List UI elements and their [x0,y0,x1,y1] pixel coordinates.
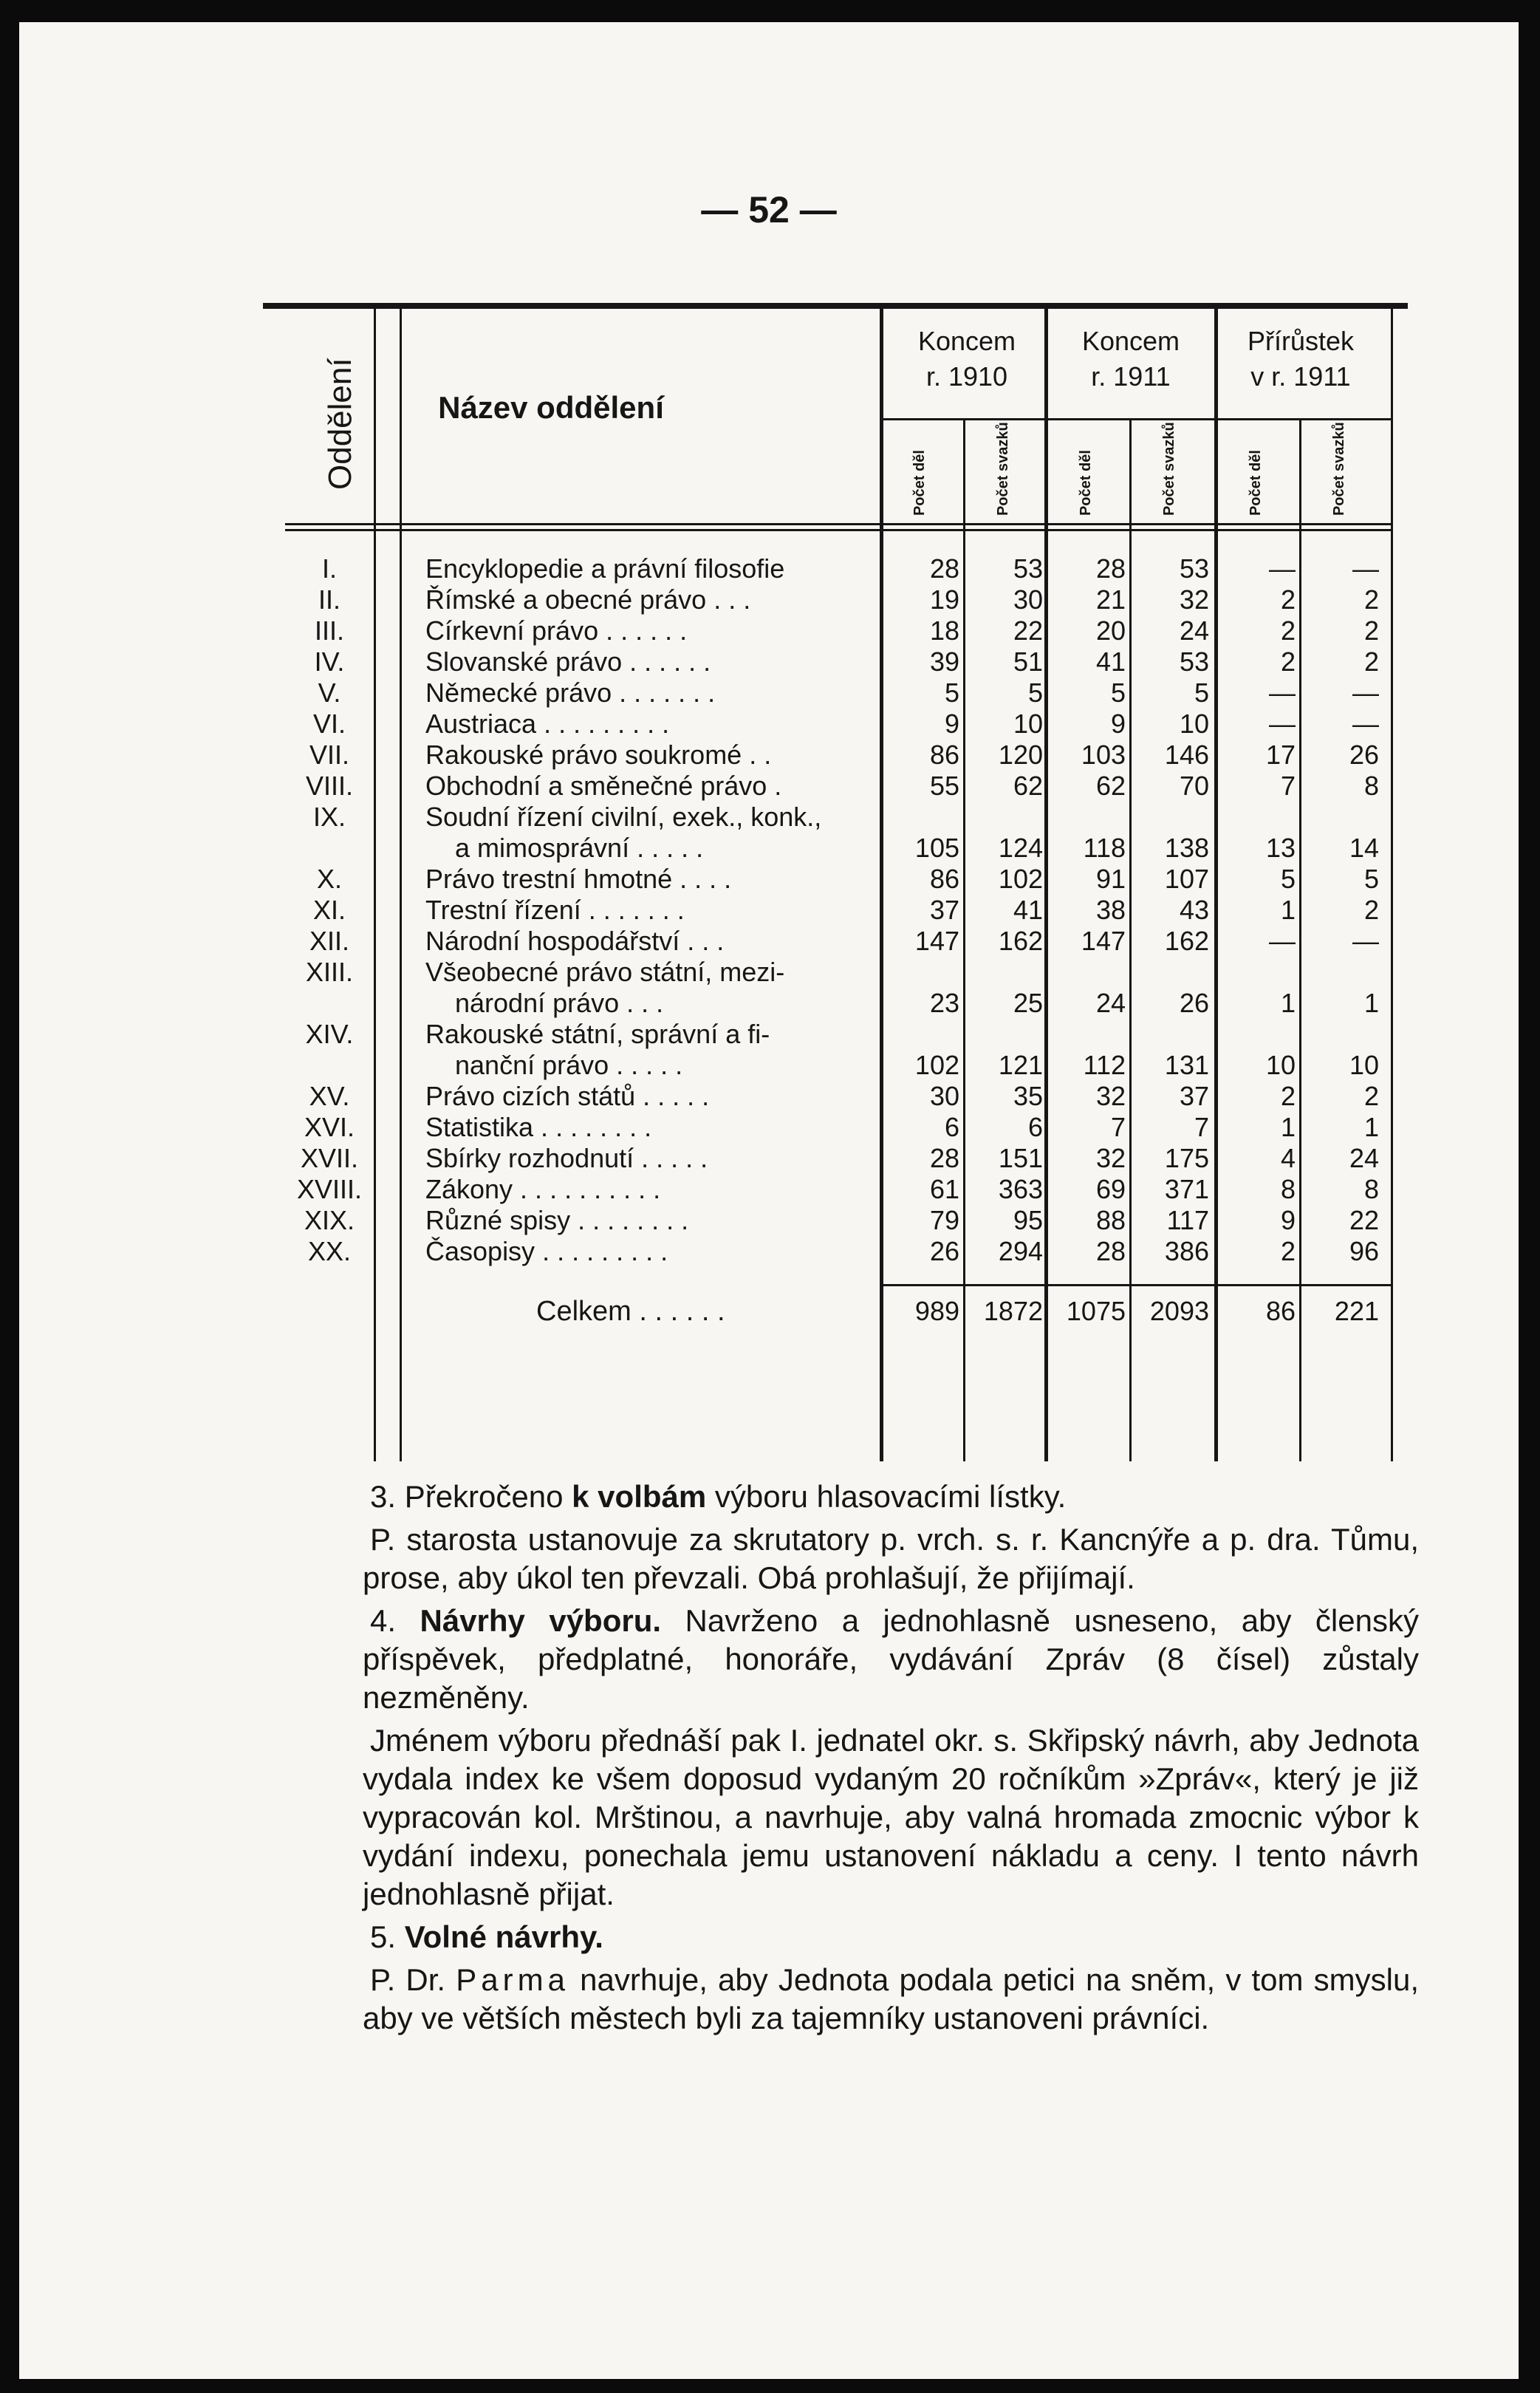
table-cell: 53 [1013,553,1043,584]
table-cell: 175 [1164,1143,1209,1173]
table-cell: 1 [1280,895,1296,925]
table-cell: 6 [944,1112,959,1142]
header-group-title: Koncem [1081,326,1180,356]
paragraph-starosta: P. starosta ustanovuje za skrutatory p. vrch. s. r. Kancnýře a p. dra. Tůmu, prose, aby úkol ten převzali. Obá prohlašují, že přijímají. [363,1522,1419,1595]
table-cell: 147 [1081,926,1126,956]
row-name: Statistika . . . . . . . . [425,1112,652,1142]
table-cell: 24 [1095,988,1126,1018]
row-roman-numeral: XVII. [300,1143,359,1173]
table-cell: 88 [1095,1205,1126,1235]
table-cell: 2 [1280,1236,1296,1266]
table-cell: 151 [998,1143,1043,1173]
table-cell: 70 [1179,771,1209,801]
row-values [285,553,1393,585]
table-cell: 5 [944,677,959,708]
table-cell: 28 [929,1143,959,1173]
row-roman-numeral: VI. [312,709,346,739]
paragraph-5 [363,1918,1419,1956]
table-cell: 22 [1013,615,1043,646]
paragraph-text: navrhuje, aby Jednota podala petici na sněm, v tom smyslu, aby ve větších městech byli za tajemníky ustanoveni právníci. [363,1962,1420,2035]
row-name: Římské a obecné právo . . . [425,584,751,615]
row-name: Církevní právo . . . . . . [425,615,688,646]
row-name: Německé právo . . . . . . . [425,677,716,708]
row-values [285,739,1393,771]
table-cell: 43 [1179,895,1209,925]
header-oddeleni: Oddělení [322,358,358,490]
table-cell: 2 [1280,615,1296,646]
document-page [19,22,1519,2379]
header-group-sub: r. 1910 [925,361,1008,392]
row-values [285,1111,1393,1144]
header-group-1911 [1046,324,1216,395]
table-cell: 117 [1166,1205,1209,1235]
table-cell: 25 [1013,988,1043,1018]
table-cell: 19 [929,584,959,615]
table-cell: 112 [1083,1050,1126,1080]
row-roman-numeral: XIX. [304,1205,355,1235]
row-values [285,925,1393,957]
subheader-pocet-svazku [965,420,1047,530]
row-name: Austriaca . . . . . . . . . [425,709,670,739]
row-name: Obchodní a směnečné právo . [425,771,782,801]
table-cell: 1 [1363,1112,1379,1142]
row-roman-numeral: VIII. [305,771,354,801]
table-cell: 24 [1349,1143,1379,1173]
subheader-label: Počet děl [1248,450,1264,516]
table-cell: 1 [1280,1112,1296,1142]
table-cell: 7 [1280,771,1296,801]
table-cell: 10 [1349,1050,1379,1080]
table-cell: 386 [1164,1236,1209,1266]
table-cell: 86 [929,740,959,770]
row-name: Encyklopedie a právní filosofie [425,553,785,584]
bold-phrase: k volbám [572,1479,707,1514]
table-cell: 102 [998,864,1043,894]
row-values [285,1142,1393,1175]
table-cell: 162 [1164,926,1209,956]
spaced-name: Parma [456,1962,569,1997]
header-group-title: Přírůstek [1247,326,1355,356]
row-name-continuation: a mimosprávní . . . . . [455,833,704,863]
row-name: Rakouské státní, správní a fi- [425,1019,770,1049]
table-cell: 37 [1179,1081,1209,1111]
table-cell: 124 [998,833,1043,863]
table-cell: 8 [1363,1174,1379,1204]
table-cell: 9 [1280,1205,1296,1235]
row-values [285,832,1393,864]
row-roman-numeral: V. [318,677,341,708]
row-name: Právo trestní hmotné . . . . [425,864,732,894]
table-cell: 138 [1164,833,1209,863]
table-cell: 103 [1081,740,1126,770]
row-name: Soudní řízení civilní, exek., konk., [425,802,822,832]
total-cell: 2093 [1149,1296,1209,1326]
table-cell: 1 [1280,988,1296,1018]
table-cell: 146 [1164,740,1209,770]
table-top-rule [263,303,1408,309]
table-cell: 32 [1095,1143,1126,1173]
table-row [285,956,1393,989]
table-cell: 61 [929,1174,959,1204]
table-cell: — [1269,553,1296,584]
table-row [285,1018,1393,1051]
row-values [285,584,1393,616]
table-cell: — [1352,677,1379,708]
table-cell: 121 [998,1050,1043,1080]
header-group-1910 [882,324,1052,395]
page-number: — 52 — [701,189,837,231]
row-roman-numeral: XVIII. [296,1174,363,1204]
row-name-continuation: národní právo . . . [455,988,664,1018]
table-cell: 294 [998,1236,1043,1266]
row-name: Národní hospodářství . . . [425,926,725,956]
table-cell: 5 [1194,677,1209,708]
table-cell: 102 [914,1050,959,1080]
row-name: Slovanské právo . . . . . . [425,646,711,677]
table-cell: 10 [1013,709,1043,739]
table-cell: 13 [1265,833,1296,863]
table-cell: 371 [1164,1174,1209,1204]
total-cell: 221 [1334,1296,1379,1326]
table-cell: 41 [1095,646,1126,677]
total-cell: 86 [1265,1296,1296,1326]
table-cell: 30 [1013,584,1043,615]
table-cell: 6 [1027,1112,1043,1142]
total-cell: 1075 [1066,1296,1126,1326]
paragraph-text: P. Dr. [370,1962,446,1997]
row-values [285,615,1393,647]
table-cell: 107 [1164,864,1209,894]
table-cell: 2 [1363,615,1379,646]
item-number: 5. [370,1919,397,1954]
row-values [285,677,1393,709]
table-cell: — [1269,677,1296,708]
table-cell: 55 [929,771,959,801]
table-row [285,801,1393,833]
minutes-text [363,1478,1419,2042]
table-cell: 2 [1363,895,1379,925]
item-number: 4. [370,1603,397,1638]
table-cell: 363 [998,1174,1043,1204]
table-cell: 23 [929,988,959,1018]
row-roman-numeral: XIV. [305,1019,354,1049]
table-cell: 131 [1164,1050,1209,1080]
row-roman-numeral: XX. [307,1236,352,1266]
row-values [285,894,1393,926]
table-cell: 5 [1110,677,1126,708]
row-name: Všeobecné právo státní, mezi- [425,957,785,987]
table-cell: 5 [1027,677,1043,708]
table-cell: 95 [1013,1205,1043,1235]
row-name: Sbírky rozhodnutí . . . . . [425,1143,708,1173]
row-values [285,708,1393,740]
header-nazev: Název oddělení [438,390,664,425]
total-label: Celkem . . . . . . [536,1296,725,1327]
table-cell: 26 [1179,988,1209,1018]
table-cell: 105 [914,833,959,863]
total-cell: 989 [914,1296,959,1326]
table-cell: 9 [1110,709,1126,739]
header-group-sub: r. 1911 [1091,361,1171,392]
total-rule [882,1284,1393,1286]
table-cell: 14 [1349,833,1379,863]
row-roman-numeral: IV. [314,646,345,677]
section-heading: Volné návrhy. [404,1919,603,1954]
table-cell: 39 [929,646,959,677]
row-name-continuation: nanční právo . . . . . [455,1050,683,1080]
paragraph-text: výboru hlasovacími lístky. [714,1479,1067,1514]
table-cell: 26 [929,1236,959,1266]
table-cell: 1 [1363,988,1379,1018]
table-cell: 41 [1013,895,1043,925]
table-cell: 37 [929,895,959,925]
subheader-pocet-del [1048,420,1129,530]
subheader-label: Počet svazků [1331,422,1347,516]
table-cell: 10 [1265,1050,1296,1080]
subheader-label: Počet svazků [1161,422,1177,516]
library-table [285,309,1393,1461]
table-cell: 22 [1349,1205,1379,1235]
table-cell: 5 [1363,864,1379,894]
subheader-pocet-del [1218,420,1299,530]
table-cell: 21 [1095,584,1126,615]
row-values [285,1049,1393,1082]
total-cell: 1872 [983,1296,1043,1326]
header-group-sub: v r. 1911 [1250,361,1351,392]
table-cell: — [1269,926,1296,956]
row-name: Právo cizích států . . . . . [425,1081,710,1111]
paragraph-parma [363,1961,1419,2038]
header-group-prirustek [1216,324,1386,395]
row-roman-numeral: X. [316,864,342,894]
subheader-pocet-del [882,420,963,530]
item-number: 3. Překročeno [370,1479,564,1514]
row-roman-numeral: XV. [309,1081,350,1111]
subheader-label: Počet svazků [995,422,1011,516]
table-cell: 7 [1110,1112,1126,1142]
table-cell: 24 [1179,615,1209,646]
table-cell: — [1352,926,1379,956]
table-cell: 2 [1280,1081,1296,1111]
row-roman-numeral: I. [321,553,337,584]
table-cell: 5 [1280,864,1296,894]
row-values [285,770,1393,802]
table-cell: 28 [1095,1236,1126,1266]
header-group-title: Koncem [917,326,1016,356]
table-cell: 53 [1179,646,1209,677]
row-roman-numeral: II. [318,584,340,615]
table-cell: 62 [1095,771,1126,801]
table-cell: 8 [1280,1174,1296,1204]
row-roman-numeral: VII. [309,740,350,770]
paragraph-3 [363,1478,1419,1516]
table-cell: 118 [1083,833,1126,863]
row-values [285,987,1393,1020]
row-name: Různé spisy . . . . . . . . [425,1205,689,1235]
table-cell: 162 [998,926,1043,956]
row-name: Rakouské právo soukromé . . [425,740,772,770]
table-cell: 30 [929,1081,959,1111]
row-name: Trestní řízení . . . . . . . [425,895,685,925]
row-roman-numeral: XIII. [305,957,354,987]
row-values [285,646,1393,678]
table-cell: 17 [1265,740,1296,770]
table-cell: 69 [1095,1174,1126,1204]
table-cell: 79 [929,1205,959,1235]
row-name: Zákony . . . . . . . . . . [425,1174,661,1204]
table-cell: 96 [1349,1236,1379,1266]
subheader-label: Počet děl [1078,450,1094,516]
row-values [285,1235,1393,1268]
table-cell: 9 [944,709,959,739]
table-cell: 20 [1095,615,1126,646]
table-cell: 2 [1363,584,1379,615]
table-cell: 28 [929,553,959,584]
row-roman-numeral: IX. [312,802,346,832]
paragraph-text: Navrženo a jednohlasně usneseno, aby členský příspěvek, předplatné, honoráře, vydávání Zpráv (8 čísel) zůstaly nezměněny. [363,1603,1419,1715]
subheader-pocet-svazku [1301,420,1383,530]
table-cell: 86 [929,864,959,894]
table-cell: 38 [1095,895,1126,925]
row-values [285,1080,1393,1113]
table-cell: 18 [929,615,959,646]
table-cell: 2 [1280,584,1296,615]
table-cell: 2 [1363,1081,1379,1111]
table-cell: 120 [998,740,1043,770]
table-cell: 2 [1280,646,1296,677]
table-cell: 7 [1194,1112,1209,1142]
paragraph-4 [363,1602,1419,1717]
row-roman-numeral: XII. [309,926,350,956]
row-roman-numeral: XVI. [304,1112,355,1142]
row-roman-numeral: III. [314,615,344,646]
section-heading: Návrhy výboru. [420,1603,662,1638]
paragraph-index: Jménem výboru přednáší pak I. jednatel okr. s. Skřipský návrh, aby Jednota vydala index ke všem doposud vydaným 20 ročníkům »Zpráv«, který je již vypracován kol. Mrštinou, a navrhuje, aby valná hromada zmocnic výbor k vydání indexu, ponechala jemu ustanovení nákladu a ceny. I tento návrh jednohlasně přijat. [363,1723,1419,1911]
total-row [285,1295,1393,1328]
table-cell: — [1269,709,1296,739]
table-cell: 53 [1179,553,1209,584]
table-cell: 8 [1363,771,1379,801]
row-values [285,863,1393,895]
table-cell: 28 [1095,553,1126,584]
table-cell: 32 [1179,584,1209,615]
table-cell: 35 [1013,1081,1043,1111]
table-cell: 147 [914,926,959,956]
table-cell: 32 [1095,1081,1126,1111]
table-cell: — [1352,709,1379,739]
table-cell: 62 [1013,771,1043,801]
subheader-label: Počet děl [911,450,928,516]
table-cell: 51 [1013,646,1043,677]
table-cell: 10 [1179,709,1209,739]
table-cell: 4 [1280,1143,1296,1173]
table-cell: 2 [1363,646,1379,677]
table-cell: — [1352,553,1379,584]
row-values [285,1204,1393,1237]
row-values [285,1173,1393,1206]
table-cell: 91 [1095,864,1126,894]
row-roman-numeral: XI. [312,895,346,925]
subheader-pocet-svazku [1132,420,1213,530]
row-name: Časopisy . . . . . . . . . [425,1236,668,1266]
table-cell: 26 [1349,740,1379,770]
